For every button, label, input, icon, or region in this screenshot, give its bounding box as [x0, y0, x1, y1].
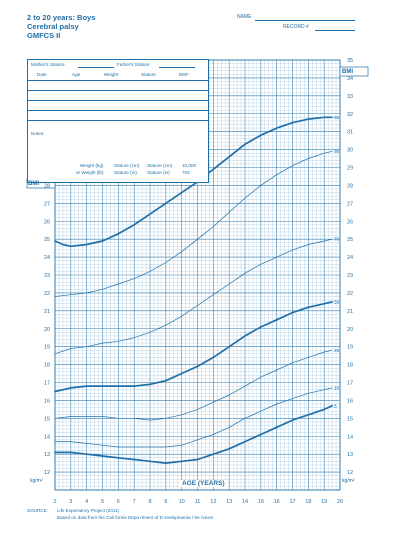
x-tick-label: 18 — [305, 499, 312, 505]
y-tick-label-left: 15 — [43, 416, 51, 423]
notes-label: Notes: — [31, 131, 45, 136]
formula-factor-metric: 10,000 — [182, 163, 197, 168]
name-label: NAME — [237, 14, 252, 20]
y-axis-label-left: BMI — [28, 181, 39, 187]
percentile-label-10: 10 — [334, 385, 340, 391]
y-tick-label-right: 23 — [346, 273, 354, 279]
y-tick-label-right: 20 — [346, 326, 354, 333]
y-tick-label-right: 24 — [346, 255, 354, 262]
x-tick-label: 12 — [210, 499, 217, 505]
table-row[interactable] — [28, 120, 208, 121]
y-tick-label-right: 16 — [346, 398, 354, 405]
y-axis-label-right: BMI — [342, 69, 353, 75]
mother-stature-field[interactable] — [78, 67, 114, 68]
y-tick-label-left: 27 — [43, 201, 51, 208]
formula-stature-cm-1: Stature (cm) — [114, 163, 140, 168]
formula-weight-kg: Weight (kg) — [80, 163, 104, 168]
x-tick-label: 5 — [100, 499, 105, 505]
y-tick-label-left: 16 — [43, 398, 51, 405]
y-tick-label-right: 29 — [346, 165, 354, 172]
col-weight: Weight — [104, 72, 119, 77]
y-tick-label-right: 27 — [346, 201, 354, 208]
source-label: SOURCE: — [27, 508, 48, 513]
y-tick-label-right: 21 — [346, 308, 354, 315]
col-age: Age — [72, 72, 81, 77]
mother-stature-label: Mother's Stature — [31, 62, 65, 67]
y-tick-label-right: 15 — [346, 416, 354, 423]
y-tick-label-left: 19 — [43, 344, 51, 351]
x-tick-label: 6 — [116, 499, 120, 505]
col-stature: Stature — [141, 72, 156, 77]
x-tick-label: 3 — [69, 499, 73, 505]
col-bmi: BMI* — [179, 72, 189, 77]
y-tick-label-left: 13 — [43, 452, 51, 459]
percentile-label-75: 75 — [334, 236, 340, 242]
y-tick-label-left: 23 — [43, 273, 51, 279]
father-stature-label: Father's Stature — [117, 62, 150, 67]
y-tick-label-right: 28 — [346, 183, 354, 190]
percentile-label-50: 50 — [334, 299, 340, 305]
percentile-label-25: 25 — [334, 347, 340, 353]
y-tick-label-left: 28 — [43, 183, 51, 190]
x-tick-label: 20 — [336, 499, 344, 505]
x-tick-label: 14 — [241, 499, 249, 505]
x-tick-label: 7 — [132, 499, 136, 505]
y-tick-label-right: 35 — [346, 58, 354, 64]
y-tick-label-left: 17 — [43, 380, 51, 387]
y-tick-label-left: 25 — [43, 237, 51, 244]
table-row[interactable] — [28, 110, 208, 111]
y-tick-label-left: 20 — [43, 326, 51, 333]
x-tick-label: 2 — [53, 499, 57, 505]
record-label: RECORD # — [283, 24, 309, 30]
source-line-2: Based on data from the Cali fornia Depa rtment of D evelopmenta l Se rvices — [57, 515, 214, 520]
y-tick-label-right: 34 — [346, 75, 354, 82]
y-tick-label-right: 30 — [346, 147, 354, 154]
y-tick-label-right: 32 — [346, 111, 354, 118]
x-tick-label: 19 — [321, 499, 328, 505]
x-tick-label: 10 — [178, 499, 185, 505]
percentile-label-95: 95 — [334, 114, 340, 120]
x-axis-label: AGE (YEARS) — [182, 480, 225, 487]
y-tick-label-left: 26 — [43, 219, 51, 226]
y-tick-label-left: 21 — [43, 308, 51, 315]
formula-stature-in-2: Stature (in) — [147, 170, 170, 175]
y-tick-label-right: 13 — [346, 452, 354, 459]
y-tick-label-right: 19 — [346, 344, 354, 351]
y-tick-label-right: 33 — [346, 93, 354, 100]
x-tick-label: 17 — [289, 499, 296, 505]
y-tick-label-right: 12 — [346, 470, 354, 477]
chart-title-line-3: GMFCS II — [27, 31, 61, 40]
x-tick-label: 13 — [226, 499, 233, 505]
formula-stature-in-1: Stature (in) — [114, 170, 137, 175]
y-tick-label-left: 18 — [43, 362, 51, 369]
formula-stature-cm-2: Stature (cm) — [147, 163, 173, 168]
y-unit-left: kg/m² — [30, 478, 43, 484]
record-table — [27, 59, 209, 183]
x-tick-label: 4 — [85, 499, 89, 505]
y-tick-label-right: 14 — [346, 434, 354, 441]
percentile-label-90: 90 — [334, 148, 340, 154]
table-row[interactable] — [28, 100, 208, 101]
source-line-1: Life Expectancy Project (2011) — [57, 508, 120, 513]
x-tick-label: 8 — [148, 499, 152, 505]
x-tick-label: 9 — [164, 499, 168, 505]
y-tick-label-left: 24 — [43, 255, 51, 262]
formula-factor-imperial: 703 — [182, 170, 190, 175]
table-row[interactable] — [28, 80, 208, 81]
chart-title-line-1: 2 to 20 years: Boys — [27, 13, 96, 22]
y-tick-label-left: 22 — [43, 290, 51, 297]
y-tick-label-right: 31 — [346, 129, 354, 136]
x-tick-label: 11 — [194, 499, 201, 505]
chart-title-line-2: Cerebral palsy — [27, 22, 79, 31]
x-tick-label: 15 — [257, 499, 264, 505]
x-tick-label: 16 — [273, 499, 280, 505]
y-tick-label-right: 17 — [346, 380, 354, 387]
father-stature-field[interactable] — [159, 67, 195, 68]
y-tick-label-right: 22 — [346, 290, 354, 297]
col-date: Date — [37, 72, 47, 77]
y-tick-label-right: 26 — [346, 219, 354, 226]
formula-weight-lb: or Weight (lb) — [76, 170, 104, 175]
y-tick-label-right: 18 — [346, 362, 354, 369]
y-tick-label-left: 12 — [43, 470, 51, 477]
y-tick-label-left: 14 — [43, 434, 51, 441]
percentile-label-5: 5 — [334, 403, 337, 409]
y-tick-label-right: 25 — [346, 237, 354, 244]
y-unit-right: kg/m² — [342, 478, 355, 484]
table-row[interactable] — [28, 90, 208, 91]
